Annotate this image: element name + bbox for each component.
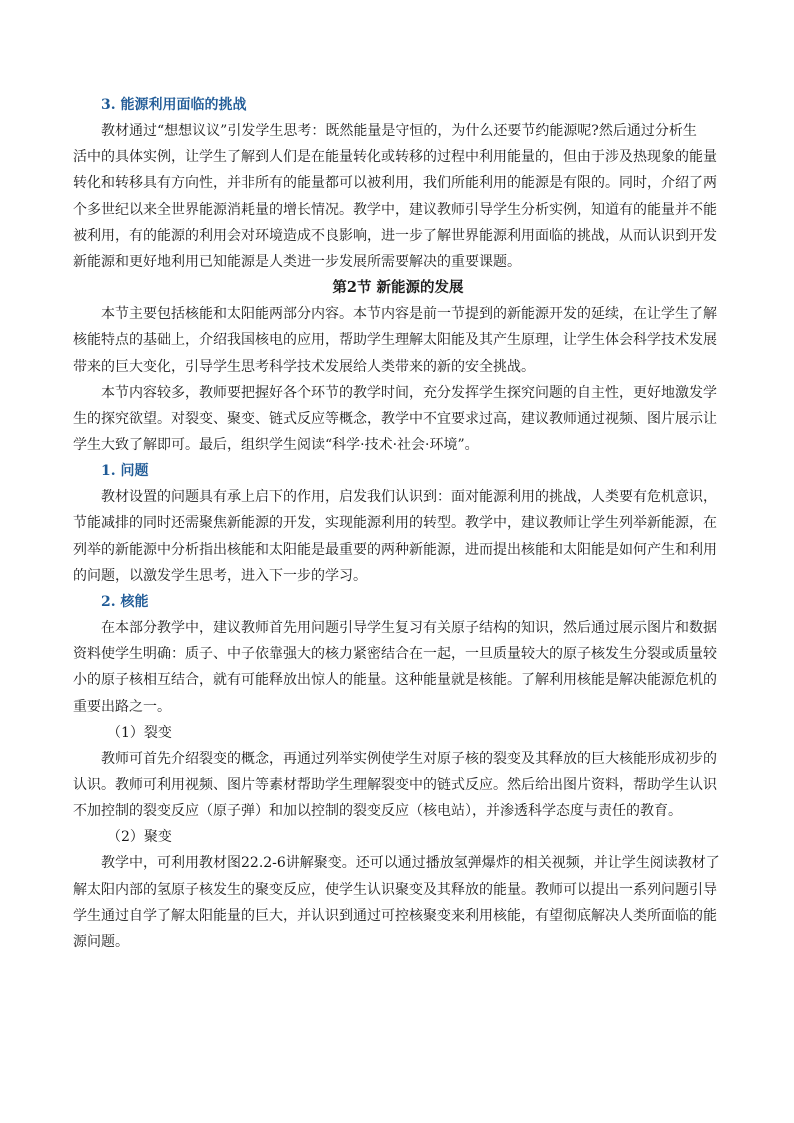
text-line: 的问题，以激发学生思考，进入下一步的学习。 [73, 567, 367, 584]
paragraph-question [73, 484, 723, 589]
text-line: 被利用，有的能源的利用会对环境造成不良影响，进一步了解世界能源利用面临的挑战，从而认识到开发 [73, 227, 717, 244]
text-line: 列举的新能源中分析指出核能和太阳能是最重要的两种新能源，进而提出核能和太阳能是如何产生和利用 [73, 541, 717, 558]
text-line: 资料使学生明确：质子、中子依靠强大的核力紧密结合在一起，一旦质量较大的原子核发生分裂或质量较 [73, 646, 717, 663]
text-line: 个多世纪以来全世界能源消耗量的增长情况。教学中，建议教师引导学生分析实例，知道有的能量并不能 [73, 201, 717, 218]
text-line: 核能特点的基础上，介绍我国核电的应用，帮助学生理解太阳能及其产生原理，让学生体会科学技术发展 [73, 332, 717, 349]
subheading-fusion: （2）聚变 [107, 829, 172, 846]
text-line: 教材设置的问题具有承上启下的作用，启发我们认识到：面对能源利用的挑战，人类要有危机意识， [101, 489, 717, 506]
text-line: 教师可首先介绍裂变的概念，再通过列举实例使学生对原子核的裂变及其释放的巨大核能形成初步的 [101, 750, 717, 767]
document-page [73, 92, 723, 955]
heading-nuclear-energy: 2. 核能 [101, 594, 149, 610]
text-line: 小的原子核相互结合，就有可能释放出惊人的能量。这种能量就是核能。了解利用核能是解决能源危机的 [73, 672, 717, 689]
text-line: 认识。教师可利用视频、图片等素材帮助学生理解裂变中的链式反应。然后给出图片资料，帮助学生认识 [73, 776, 717, 793]
text-line: 节能减排的同时还需聚焦新能源的开发，实现能源利用的转型。教学中，建议教师让学生列举新能源，在 [73, 515, 717, 532]
subheading-fission: （1）裂变 [107, 724, 172, 741]
paragraph-fusion [73, 850, 723, 955]
text-line: 教学中，可利用教材图22.2-6讲解聚变。还可以通过播放氢弹爆炸的相关视频，并让学生阅读教材了 [101, 855, 720, 872]
paragraph-energy-challenge [73, 118, 723, 275]
text-line: 本节主要包括核能和太阳能两部分内容。本节内容是前一节提到的新能源开发的延续，在让学生了解 [101, 306, 717, 323]
paragraph-nuclear-energy [73, 615, 723, 720]
text-line: 重要出路之一。 [73, 698, 171, 715]
text-line: 新能源和更好地利用已知能源是人类进一步发展所需要解决的重要课题。 [73, 253, 521, 270]
text-line: 活中的具体实例，让学生了解到人们是在能量转化或转移的过程中利用能量的，但由于涉及热现象的能量 [73, 149, 717, 166]
paragraph-fission [73, 746, 723, 825]
text-line: 学生通过自学了解太阳能量的巨大，并认识到通过可控核聚变来利用核能，有望彻底解决人类所面临的能 [73, 907, 717, 924]
paragraph-section-intro-2 [73, 380, 723, 459]
section-title-new-energy: 第2节 新能源的发展 [332, 279, 464, 297]
heading-question: 1. 问题 [101, 463, 149, 480]
text-line: 教材通过“想想议议”引发学生思考：既然能量是守恒的，为什么还要节约能源呢?然后通过分析生 [101, 123, 697, 139]
text-line: 解太阳内部的氢原子核发生的聚变反应，使学生认识聚变及其释放的能量。教师可以提出一系列问题引导 [73, 881, 717, 898]
text-line: 转化和转移具有方向性，并非所有的能量都可以被利用，我们所能利用的能源是有限的。同时，介绍了两 [73, 175, 717, 192]
text-line: 在本部分教学中，建议教师首先用问题引导学生复习有关原子结构的知识，然后通过展示图片和数据 [101, 620, 717, 636]
text-line: 学生大致了解即可。最后，组织学生阅读“科学·技术·社会·环境”。 [73, 437, 479, 454]
text-line: 带来的巨大变化，引导学生思考科学技术发展给人类带来的新的安全挑战。 [73, 358, 535, 375]
text-line: 生的探究欲望。对裂变、聚变、链式反应等概念，教学中不宜要求过高，建议教师通过视频、图片展示让 [73, 410, 717, 427]
text-line: 本节内容较多，教师要把握好各个环节的教学时间，充分发挥学生探究问题的自主性，更好地激发学 [101, 384, 717, 401]
heading-energy-challenge: 3. 能源利用面临的挑战 [101, 97, 247, 113]
paragraph-section-intro-1 [73, 301, 723, 380]
text-line: 不加控制的裂变反应（原子弹）和加以控制的裂变反应（核电站），并渗透科学态度与责任的教育。 [73, 803, 682, 820]
text-line: 源问题。 [73, 933, 129, 950]
